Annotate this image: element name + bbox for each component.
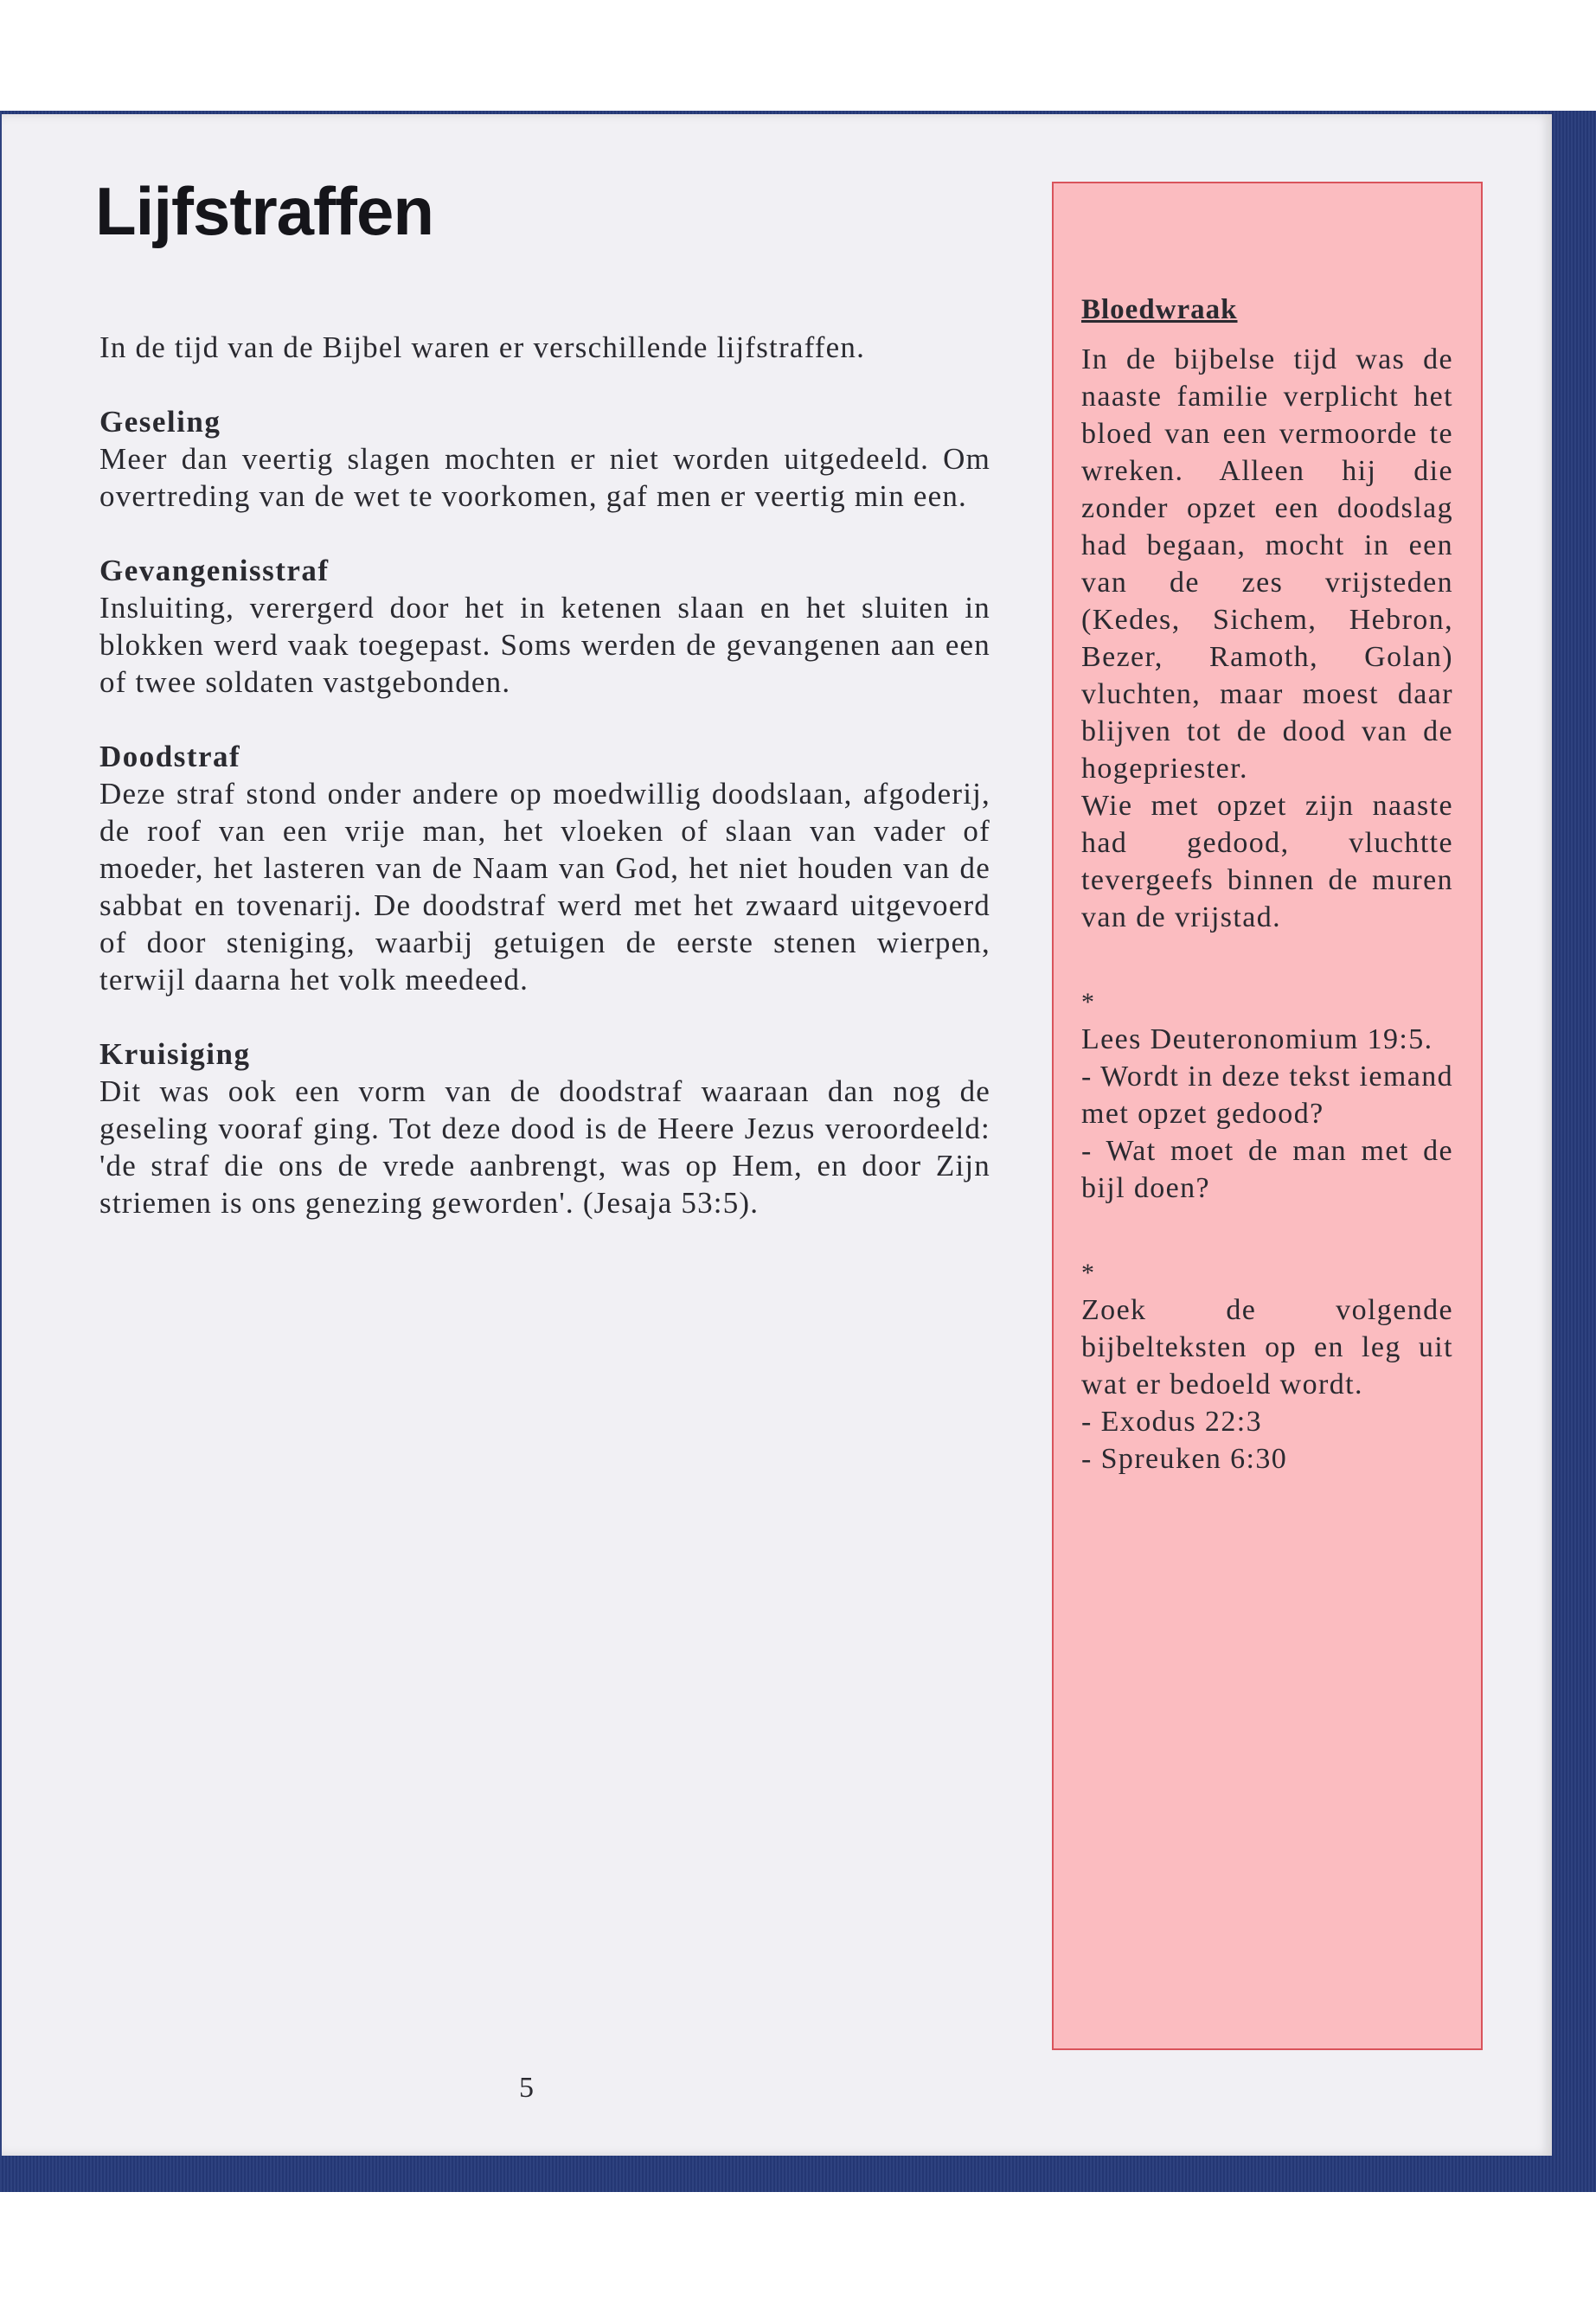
question-reference: Lees Deuteronomium 19:5. (1081, 1023, 1433, 1055)
section-heading: Geseling (99, 405, 221, 439)
sidebar-heading: Bloedwraak (1081, 294, 1238, 325)
intro-text: In de tijd van de Bijbel waren er verschillende lijfstraffen. (99, 330, 866, 364)
section-kruisiging (99, 1035, 990, 1221)
main-column (99, 329, 990, 1259)
page-number: 5 (519, 2072, 534, 2104)
section-geseling (99, 403, 990, 515)
sidebar-text: In de bijbelse tijd was de naaste familie verplicht het bloed van een vermoorde te wreken. Alleen hij die zonder opzet een doodslag had begaan, mocht in een van de zes vrijsteden (Kedes, Sichem, Hebron, Bezer, Ramoth, Golan) vluchten, maar moest daar blijven tot de dood van de hogepriester. (1081, 343, 1453, 785)
section-text: Meer dan veertig slagen mochten er niet worden uitgedeeld. Om overtreding van de wet te voorkomen, gaf men er veertig min een. (99, 442, 990, 513)
sidebar-text-2: Wie met opzet zijn naaste had gedood, vluchtte tevergeefs binnen de muren van de vrijstad. (1081, 790, 1453, 933)
page-title: Lijfstraffen (95, 173, 434, 249)
section-doodstraf (99, 738, 990, 998)
section-heading: Kruisiging (99, 1037, 251, 1071)
section-heading: Doodstraf (99, 740, 241, 773)
bible-reference: - Exodus 22:3 (1081, 1406, 1262, 1438)
section-text: Dit was ook een vorm van de doodstraf waaraan dan nog de geseling vooraf ging. Tot deze dood is de Heere Jezus veroordeeld: 'de straf die ons de vrede aanbrengt, was op Hem, en door Zijn striemen is ons genezing geworden'. (Jesaja 53:5). (99, 1074, 990, 1220)
bible-reference: - Spreuken 6:30 (1081, 1443, 1288, 1475)
section-text: Deze straf stond onder andere op moedwillig doodslaan, afgoderij, de roof van een vrije man, het vloeken of slaan van vader of moeder, het lasteren van de Naam van God, het niet houden van de sabbat en tovenarij. De doodstraf werd met het zwaard uitgevoerd of door steniging, waarbij getuigen de eerste stenen wierpen, terwijl daarna het volk meedeed. (99, 777, 990, 997)
section-heading: Gevangenisstraf (99, 554, 330, 587)
section-gevangenisstraf (99, 552, 990, 701)
question-item: - Wordt in deze tekst iemand met opzet gedood? (1081, 1061, 1453, 1130)
task-text: Zoek de volgende bijbelteksten op en leg uit wat er bedoeld wordt. (1081, 1294, 1453, 1400)
asterisk-divider: * (1081, 1259, 1096, 1287)
question-item: - Wat moet de man met de bijl doen? (1081, 1135, 1453, 1204)
asterisk-divider: * (1081, 988, 1096, 1016)
sidebar-box-bloedwraak (1052, 182, 1483, 2050)
section-text: Insluiting, verergerd door het in ketenen slaan en het sluiten in blokken werd vaak toegepast. Soms werden de gevangenen aan een of twee soldaten vastgebonden. (99, 591, 990, 699)
